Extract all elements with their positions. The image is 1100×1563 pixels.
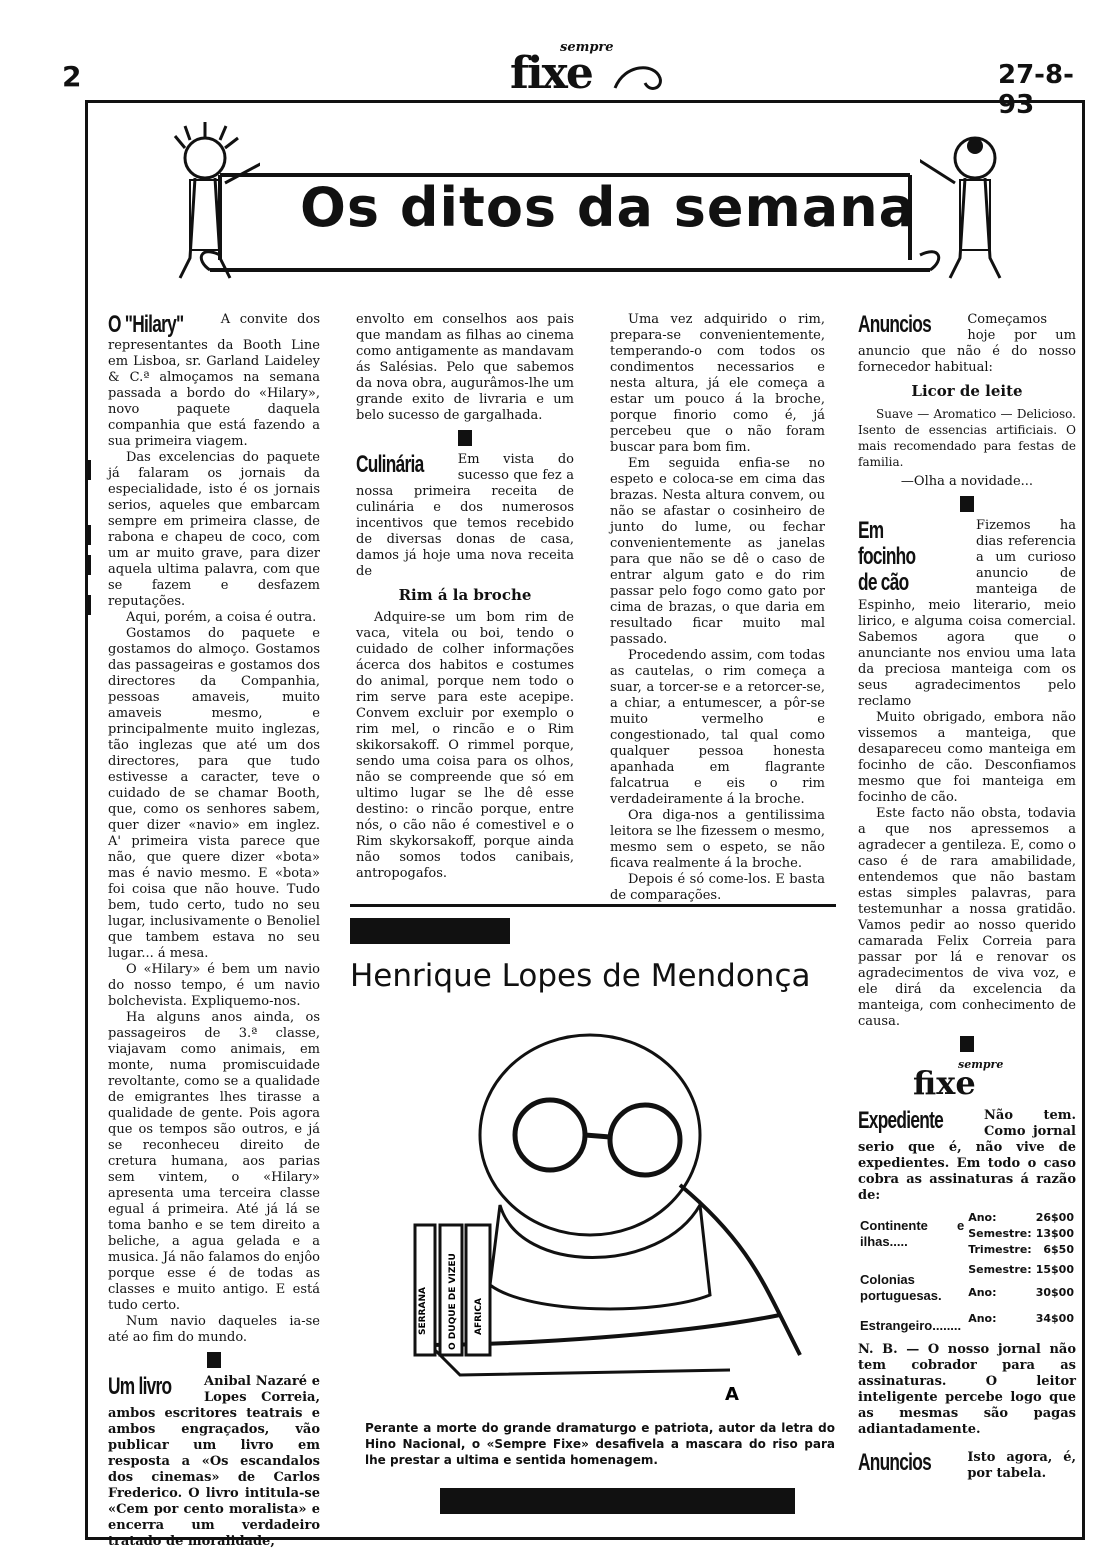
margin-mark — [85, 555, 91, 575]
page-number: 2 — [62, 60, 82, 93]
prices-table — [858, 1210, 1076, 1334]
price-period: Trimestre: — [968, 1243, 1032, 1256]
masthead-logo — [510, 40, 670, 100]
paragraph: envolto em conselhos aos pais que mandam as filhas ao cinema como antigamente as mandavam ás Salésias. Pelo que sabemos da nova obra, augurâmos-lhe um grande exito de livraria e um belo sucesso de gargalhada. — [356, 312, 574, 423]
anuncios-heading-2: Anuncios — [858, 1449, 931, 1476]
black-bar-bottom — [440, 1488, 795, 1514]
dotted-rule — [350, 904, 836, 907]
separator-square — [458, 430, 472, 446]
paragraph: Isto agora, é, por tabela. — [967, 1450, 1076, 1481]
logo-big: fixe — [510, 48, 592, 99]
small-logo-text: sempre — [958, 1058, 1004, 1071]
margin-mark — [85, 525, 91, 545]
issue-date: 27-8-93 — [998, 60, 1074, 120]
paragraph: Este facto não obsta, todavia a que nos apressemos a agradecer a gentileza. E, como o caso é de rara amabilidade, entendemos que não bastam estas simples palavras, para testemunhar a nossa gratidão. Vamos pedir ao nosso querido camarada Felix Correia para passar por lá e renovar os agradecimentos de viva voz, e ele dirá da excelencia da manteiga, com conhecimento de causa. — [858, 806, 1076, 1029]
paragraph: Ora diga-nos a gentilissima leitora se lhe fizessem o mesmo, mesmo sem o espeto, se não ficava realmente á la broche. — [610, 808, 825, 871]
paragraph: Uma vez adquirido o rim, prepara-se convenientemente, temperando-o com todos os condimentos necessarios e nesta altura, já ele começa a estar um pouco á la broche, porque finorio como é, já percebeu que o não foram buscar para bom fim. — [610, 312, 825, 455]
black-bar-top — [350, 918, 510, 944]
feature-caption: Perante a morte do grande dramaturgo e patriota, autor da letra do Hino Nacional, o «Sempre Fixe» desafivela a mascara do riso para lhe prestar a ultima e sentida homenagem. — [365, 1421, 835, 1467]
banner-title: Os ditos da semana — [300, 176, 917, 239]
logo-swirl-icon — [610, 58, 670, 98]
price-value: 13$00 — [1035, 1227, 1074, 1240]
column-4 — [858, 312, 1076, 1482]
paragraph: Muito obrigado, embora não vissemos a manteiga, que desapareceu como manteiga em focinho de cão. Desconfiamos mesmo que foi manteiga em focinho de cão. — [858, 710, 1076, 805]
paragraph: Não tem. Como jornal serio que é, não vive de expedientes. Em todo o caso cobra as assinaturas á razão de: — [858, 1108, 1076, 1203]
price-period: Ano: — [968, 1312, 997, 1325]
culinaria-heading: Culinária — [356, 451, 424, 478]
price-value: 26$00 — [1035, 1211, 1074, 1224]
separator-square — [207, 1352, 221, 1368]
paragraph: Gostamos do paquete e gostamos do almoço. Gostamos das passageiras e gostamos dos directores da Companhia, pessoas amaveis, muito amaveis mesmo, e principalmente muito inglezas, tão inglezas que até um dos directores, para que tudo estivesse a caracter, teve o cuidado de se chamar Booth, que, como os senhores sabem, quer dizer «navio» em inglez. A' primeira vista parece que não, que quere dizer «bota» mas é navio mesmo. E «bota» foi coisa que não houve. Tudo bem, tudo certo, tudo no seu lugar, inclusivamente o Benoliel que tambem estava no seu lugar... á mesa. — [108, 626, 320, 961]
column-2 — [356, 312, 574, 882]
paragraph: Ha alguns anos ainda, os passageiros de 3.ª classe, viajavam como animais, em monte, numa promiscuidade revoltante, como se a qualidade de emigrantes lhes tirasse a qualidade de gente. Pois agora que os tempos são outros, e já se reconheceu direito de cretura humana, aos parias sem vintem, o «Hilary» apresenta uma terceira classe egual á primeira. Até já lá se toma banho e se tem direito a beliche, a agua gelada e a musica. Já não falamos do enjôo porque esse é de todas as classes e muito antigo. E está tudo certo. — [108, 1010, 320, 1313]
price-period: Ano: — [968, 1285, 997, 1299]
paragraph: Das excelencias do paquete já falaram os jornais da especialidade, isto é os jornais serios, aqueles que embarcam sempre em primeira classe, de rabona e chapeu de coco, com um ar muito grave, para dizer aquela ultima palavra, com que se fazem e desfazem reputações. — [108, 450, 320, 609]
paragraph: Anibal Nazaré e Lopes Correia, ambos escritores teatrais e ambos engraçados, vão publicar um livro em resposta a «Os escandalos dos cinemas» de Carlos Frederico. O livro intitula-se «Cem por cento moralista» e encerra um verdadeiro tratado de moralidade, — [108, 1374, 320, 1549]
price-row — [858, 1210, 1076, 1226]
book-spine-1: SERRANA — [418, 1287, 428, 1335]
book-spine-2: O DUQUE DE VIZEU — [448, 1253, 458, 1350]
price-period: Semestre: — [968, 1262, 1032, 1276]
paragraph: Em seguida enfia-se no espeto e coloca-se em cima das brazas. Nesta altura convem, ou não se afastar o cosinheiro de junto do lume, ou fechar convenientemente as janelas para que não se dê o caso de entrar algum gato e do rim passar pelo fogo como gato por cima de brazas, o que daria em resultado ficar muito mal passado. — [610, 456, 825, 647]
paragraph: Adquire-se um bom rim de vaca, vitela ou boi, tendo o cuidado de colher informações ácerca dos habitos e costumes do animal, porque nem todo o rim serve para este acepipe. Convem excluir por exemplo o rim mel, o rincão e o Rim skikorsakoff. O rimmel porque, sendo uma coisa para os olhos, não se compreende que só em ultimo lugar se lhe dê esse destino: o rincão porque, entre nós, o cão não é comestivel e o Rim skykorsakoff, porque ainda não somos todos canibais, antropogafos. — [356, 610, 574, 881]
separator-square — [960, 1036, 974, 1052]
recipe-title: Rim á la broche — [398, 586, 532, 604]
paragraph: Em vista do sucesso que fez a nossa primeira receita de culinária e dos numerosos incentivos que temos recebido de diversas donas de casa, damos já hoje uma nova receita de — [356, 452, 574, 579]
price-row — [858, 1304, 1076, 1334]
paragraph: Fizemos ha dias referencia a um curioso anuncio de manteiga de Espinho, meio literario, meio lirico, e alguma coisa comercial. Sabemos agora que o anunciante nos enviou uma lata da preciosa manteiga com os seus agradecimentos pelo reclamo — [858, 518, 1076, 709]
price-region: Estrangeiro........ — [860, 1318, 962, 1333]
product-title: Licor de leite — [911, 382, 1023, 400]
hilary-heading: O "Hilary" — [108, 311, 184, 338]
ad-tag: —Olha a novidade... — [900, 474, 1034, 489]
paragraph: Num navio daqueles ia-se até ao fim do mundo. — [108, 1314, 320, 1345]
nb-note: N. B. — O nosso jornal não tem cobrador para as assinaturas. O leitor inteligente percebe logo que as mesmas são pagas adiantadamente. — [858, 1342, 1076, 1437]
paragraph: Procedendo assim, com todas as cautelas, o rim começa a suar, a torcer-se e a retorcer-se, a chiar, a entumescer, a pôr-se muito vermelho e congestionado, tal qual como qualquer pessoa honesta apanhada em flagrante falcatrua e eis o rim verdadeiramente á la broche. — [610, 648, 825, 807]
paragraph: Aqui, porém, a coisa é outra. — [126, 610, 317, 625]
column-3 — [610, 312, 825, 904]
paragraph: A convite dos representantes da Booth Line em Lisboa, sr. Garland Laideley & C.ª almoçamos na semana passada a bordo do «Hilary», novo paquete daquela companhia que está fazendo a sua primeira viagem. — [108, 312, 320, 449]
price-row — [858, 1258, 1076, 1281]
paragraph: Começamos hoje por um anuncio que não é do nosso fornecedor habitual: — [858, 312, 1076, 375]
caricature-portrait — [400, 1015, 820, 1410]
small-logo — [858, 1058, 1076, 1108]
paragraph: O «Hilary» é bem um navio do nosso tempo, é um navio bolchevista. Expliquemo-nos. — [108, 962, 320, 1009]
artist-signature: A — [725, 1384, 739, 1405]
price-value: 34$00 — [1035, 1312, 1074, 1325]
price-value: 15$00 — [1035, 1262, 1074, 1276]
paragraph: Depois é só come-los. E basta de comparações. — [610, 872, 825, 903]
price-value: 6$50 — [1043, 1243, 1074, 1256]
price-region: Colonias portuguesas. — [860, 1272, 942, 1303]
feature-title: Henrique Lopes de Mendonça — [350, 958, 811, 994]
price-value: 30$00 — [1035, 1285, 1074, 1299]
price-table — [858, 1210, 1076, 1334]
column-1 — [108, 312, 320, 1550]
small-logo-big: fixe — [913, 1064, 976, 1102]
price-period: Ano: — [968, 1211, 997, 1224]
price-region: Continente e ilhas..... — [860, 1218, 965, 1249]
separator-square — [960, 496, 974, 512]
price-period: Semestre: — [968, 1227, 1032, 1240]
ad-text: Suave — Aromatico — Delicioso. Isento de essencias artificiais. O mais recomendado para festas de familia. — [858, 407, 1076, 469]
anuncios-heading: Anuncios — [858, 311, 931, 338]
um-livro-heading: Um livro — [108, 1373, 172, 1400]
logo-small: sempre — [560, 40, 614, 55]
margin-mark — [85, 460, 91, 480]
expediente-heading: Expediente — [858, 1107, 943, 1134]
margin-mark — [85, 595, 91, 615]
focinho-heading: Em focinho de cão — [858, 517, 916, 596]
book-spine-3: AFRICA — [474, 1298, 484, 1335]
